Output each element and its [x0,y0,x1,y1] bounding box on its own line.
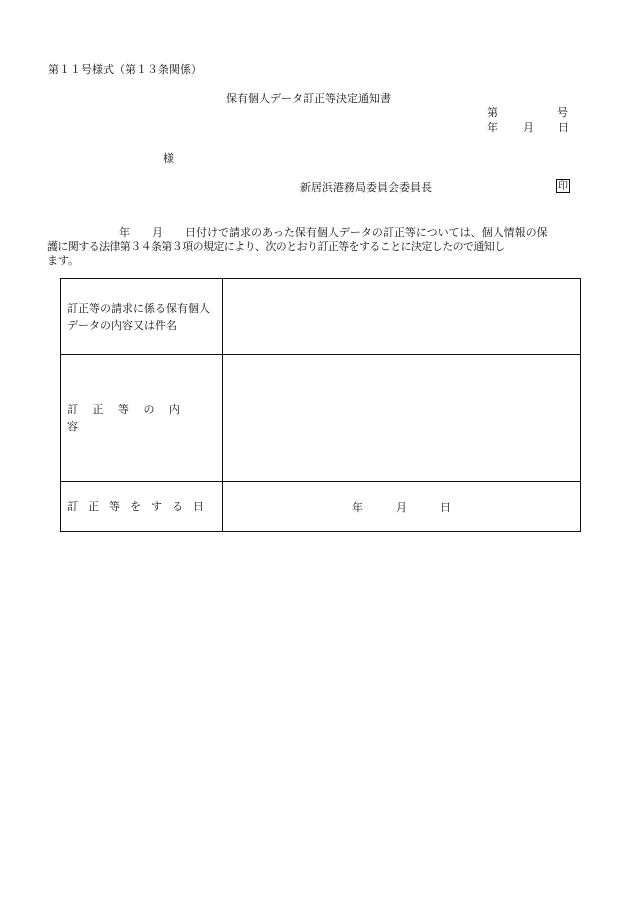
sender-name: 新居浜港務局委員会委員長 [300,181,432,194]
correction-date-label: 訂正等をする日 [61,482,223,532]
doc-number-prefix: 第 [487,106,498,119]
doc-number-suffix: 号 [557,106,568,119]
correction-content-value-cell [223,355,581,482]
body-line-2: 護に関する法律第３４条第３項の規定により、次のとおり訂正等をすることに決定したので通知し [47,240,505,253]
body-line-1-text: 付けで請求のあった保有個人データの訂正等については、個人情報の保 [196,226,548,239]
addressee-honorific: 様 [163,152,174,165]
table-row [61,355,581,482]
table-row [61,482,581,532]
subject-value-cell [223,279,581,355]
notice-body [47,226,582,268]
issue-date-day: 日 [558,121,569,134]
issue-date-year: 年 [487,121,498,134]
correction-date-value: 年 月 日 [223,482,581,532]
correction-details-table [60,278,581,532]
body-line-1 [47,226,582,240]
subject-label: 訂正等の請求に係る保有個人データの内容又は件名 [61,279,223,355]
body-date-placeholder: 年 月 日 [119,226,196,239]
seal-stamp: 印 [558,181,568,192]
issue-date-month: 月 [523,121,534,134]
form-number-label: 第１１号様式（第１３条関係） [48,63,202,76]
body-line-3: ます。 [47,254,80,267]
correction-content-label: 訂正等の内容 [61,355,223,482]
document-title: 保有個人データ訂正等決定通知書 [226,92,391,105]
table-row [61,279,581,355]
